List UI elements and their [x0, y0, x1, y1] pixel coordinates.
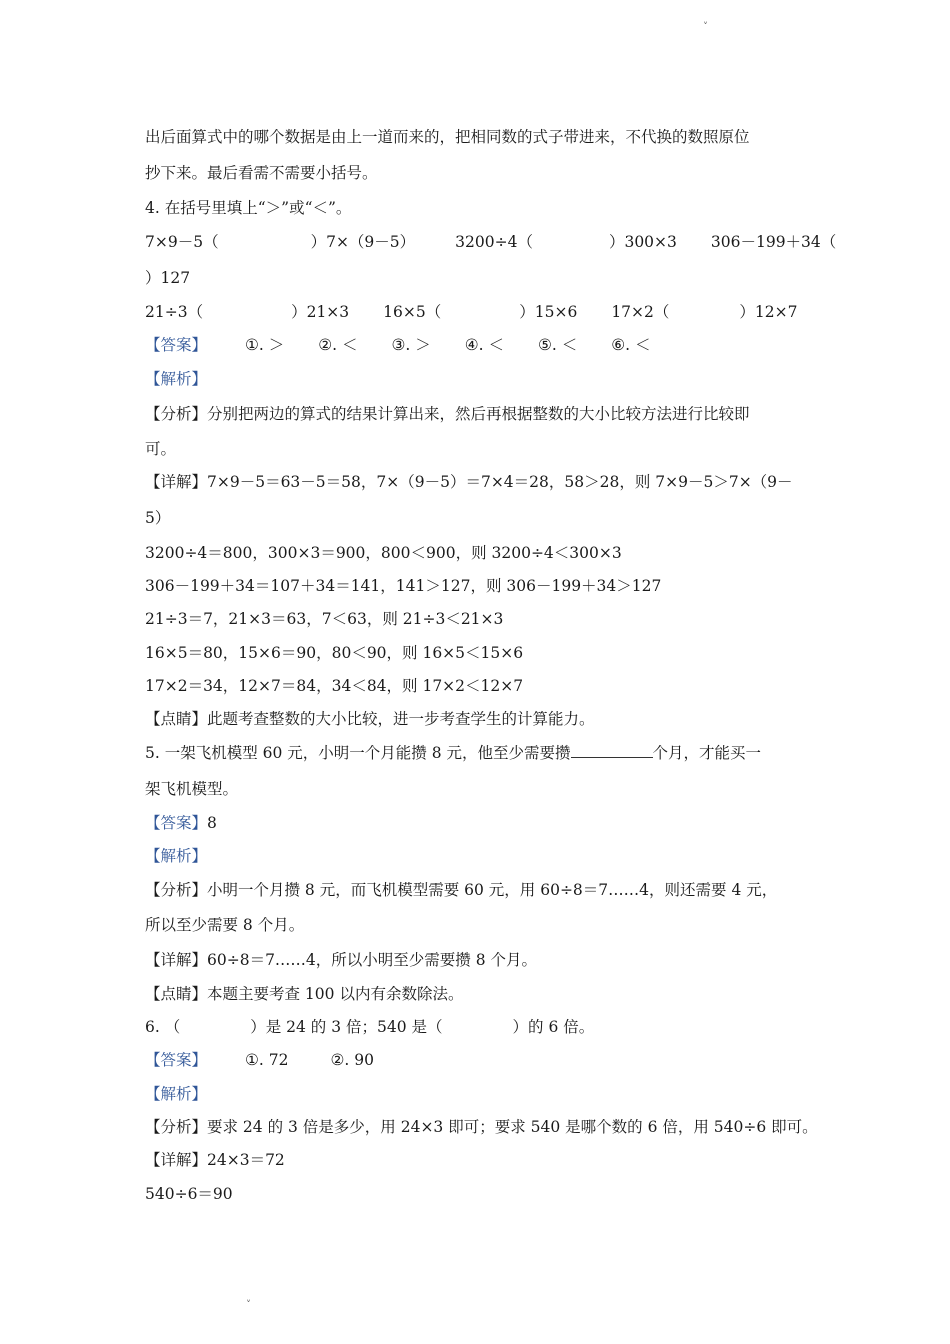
answer-item: ①. 72 — [245, 1051, 289, 1069]
header-mark: ˅ — [703, 22, 708, 33]
q4-expr: ）12×7 — [739, 303, 798, 321]
detail-text: 17×2＝34，12×7＝84，34＜84，则 17×2＜12×7 — [145, 677, 524, 695]
answer-item: ④. ＜ — [464, 336, 505, 354]
q5-text: 5. 一架飞机模型 60 元，小明一个月能攒 8 元，他至少需要攒 — [145, 744, 571, 762]
detail-text: 3200÷4＝800，300×3＝900，800＜900，则 3200÷4＜300×3 — [145, 544, 622, 562]
footer-mark: ˅ — [246, 1300, 251, 1311]
q4-expr: ）7×（9－5） — [310, 233, 416, 251]
q4-expr: ）300×3 — [608, 233, 677, 251]
q6-answer-line — [145, 1050, 374, 1070]
q4-expr: 7×9－5（ — [145, 233, 219, 251]
answer-item: ②. 90 — [330, 1051, 374, 1069]
analysis-text: 【分析】分别把两边的算式的结果计算出来，然后再根据整数的大小比较方法进行比较即 — [145, 405, 750, 423]
answer-tag: 【答案】 — [145, 814, 208, 832]
summary-text: 【点睛】此题考查整数的大小比较，进一步考查学生的计算能力。 — [145, 710, 595, 728]
q5-answer-line — [145, 813, 217, 833]
detail-text: 【详解】60÷8＝7……4，所以小明至少需要攒 8 个月。 — [145, 951, 538, 969]
analysis-text: 【分析】要求 24 的 3 倍是多少，用 24×3 即可；要求 540 是哪个数的 6 倍，用 540÷6 即可。 — [145, 1118, 818, 1136]
question-5 — [145, 743, 761, 763]
answer-item: 8 — [207, 814, 217, 832]
text-line: 出后面算式中的哪个数据是由上一道而来的，把相同数的式子带进来，不代换的数照原位 — [145, 128, 750, 146]
answer-item: ③. ＞ — [391, 336, 431, 354]
detail-text: 【详解】7×9－5＝63－5＝58，7×（9－5）＝7×4＝28，58＞28，则 7×9－5＞7×（9－ — [145, 473, 793, 491]
q4-answer-line — [145, 335, 651, 355]
answer-item: ①. ＞ — [245, 336, 285, 354]
detail-text: 540÷6＝90 — [145, 1185, 233, 1203]
detail-text: 16×5＝80，15×6＝90，80＜90，则 16×5＜15×6 — [145, 644, 524, 662]
q4-row-3 — [145, 302, 797, 322]
analysis-tag: 【解析】 — [145, 370, 208, 388]
analysis-tag: 【解析】 — [145, 847, 208, 865]
detail-text: 21÷3＝7，21×3＝63，7＜63，则 21÷3＜21×3 — [145, 610, 504, 628]
q4-row-1 — [145, 232, 836, 252]
detail-text: 【详解】24×3＝72 — [145, 1151, 285, 1169]
q4-expr: 17×2（ — [611, 303, 670, 321]
q6-text: 6. （ — [145, 1018, 181, 1036]
text-line: 抄下来。最后看需不需要小括号。 — [145, 164, 378, 182]
answer-tag: 【答案】 — [145, 1051, 208, 1069]
q6-text: ）的 6 倍。 — [512, 1018, 595, 1036]
analysis-tag: 【解析】 — [145, 1085, 208, 1103]
q4-expr: ）15×6 — [519, 303, 578, 321]
answer-tag: 【答案】 — [145, 336, 208, 354]
q5-text: 个月，才能买一 — [652, 744, 762, 762]
detail-text: 5） — [145, 509, 171, 527]
q4-row-2: ）127 — [145, 269, 191, 287]
answer-item: ⑤. ＜ — [538, 336, 578, 354]
q4-expr: 306－199＋34（ — [710, 233, 837, 251]
q4-expr: 21÷3（ — [145, 303, 204, 321]
analysis-text: 可。 — [145, 440, 177, 458]
answer-item: ⑥. ＜ — [611, 336, 651, 354]
detail-text: 306－199＋34＝107＋34＝141，141＞127，则 306－199＋34＞127 — [145, 577, 662, 595]
q4-expr: 3200÷4（ — [455, 233, 533, 251]
q4-expr: ）21×3 — [291, 303, 350, 321]
q4-expr: 16×5（ — [383, 303, 442, 321]
answer-item: ②. ＜ — [318, 336, 358, 354]
answer-blank — [571, 743, 653, 758]
question-6 — [145, 1017, 594, 1037]
summary-text: 【点睛】本题主要考查 100 以内有余数除法。 — [145, 985, 464, 1003]
q6-text: ）是 24 的 3 倍；540 是（ — [250, 1018, 443, 1036]
analysis-text: 【分析】小明一个月攒 8 元，而飞机模型需要 60 元，用 60÷8＝7……4，则还需要 4 元， — [145, 881, 778, 899]
analysis-text: 所以至少需要 8 个月。 — [145, 916, 305, 934]
question-4-title: 4. 在括号里填上“＞”或“＜”。 — [145, 199, 352, 217]
q5-text: 架飞机模型。 — [145, 780, 239, 798]
